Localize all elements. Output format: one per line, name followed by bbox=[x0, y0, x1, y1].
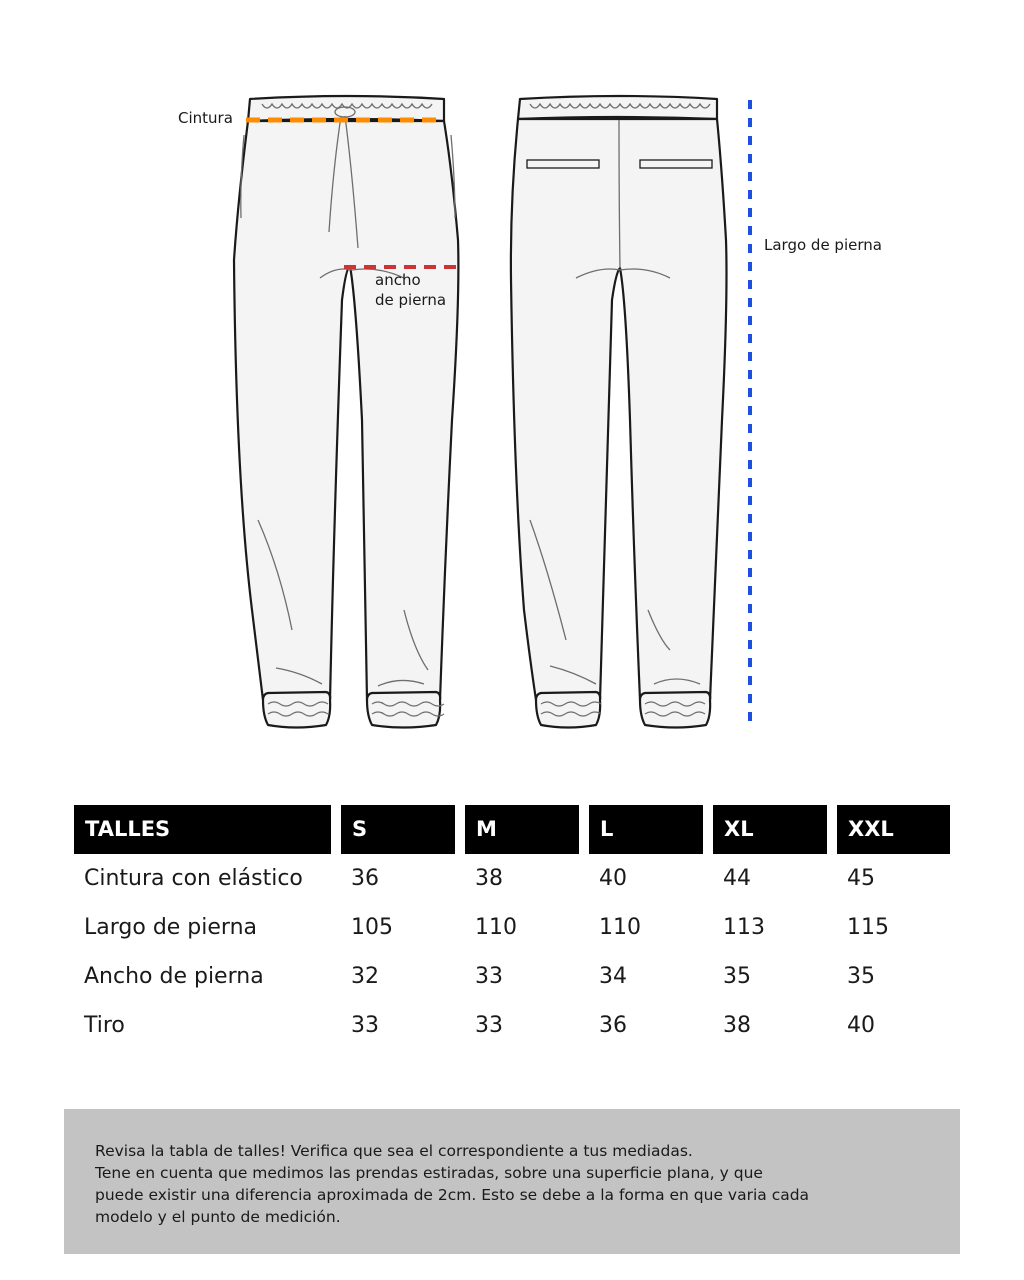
table-cell: 33 bbox=[475, 964, 503, 989]
table-row bbox=[74, 854, 950, 903]
table-cell: 38 bbox=[723, 1013, 751, 1038]
row-label: Ancho de pierna bbox=[84, 964, 264, 989]
header-cell-xxl: XXL bbox=[837, 805, 950, 854]
leg-length-label: Largo de pierna bbox=[764, 236, 882, 254]
table-cell: 110 bbox=[475, 915, 517, 940]
size-table-header bbox=[74, 805, 950, 854]
table-cell: 32 bbox=[351, 964, 379, 989]
table-cell: 34 bbox=[599, 964, 627, 989]
waist-label: Cintura bbox=[178, 109, 233, 127]
leg-width-label-line-2: de pierna bbox=[375, 291, 447, 309]
note-line: modelo y el punto de medición. bbox=[95, 1208, 341, 1226]
table-cell: 33 bbox=[351, 1013, 379, 1038]
table-cell: 33 bbox=[475, 1013, 503, 1038]
table-cell: 45 bbox=[847, 866, 875, 891]
table-row bbox=[74, 952, 950, 1001]
table-cell: 110 bbox=[599, 915, 641, 940]
header-cell-l: L bbox=[589, 805, 703, 854]
note-line: Revisa la tabla de talles! Verifica que sea el correspondiente a tus mediadas. bbox=[95, 1142, 693, 1160]
table-row bbox=[74, 903, 950, 952]
header-cell-talles: TALLES bbox=[74, 805, 331, 854]
row-label: Largo de pierna bbox=[84, 915, 258, 940]
row-label: Tiro bbox=[84, 1013, 125, 1038]
note-line: puede existir una diferencia aproximada de 2cm. Esto se debe a la forma en que varia cada bbox=[95, 1186, 810, 1204]
measurement-note bbox=[64, 1109, 960, 1254]
table-cell: 35 bbox=[847, 964, 875, 989]
header-cell-s: S bbox=[341, 805, 455, 854]
note-line: Tene en cuenta que medimos las prendas estiradas, sobre una superficie plana, y que bbox=[95, 1164, 763, 1182]
table-cell: 40 bbox=[599, 866, 627, 891]
leg-width-label-line-1: ancho bbox=[375, 271, 421, 289]
table-cell: 113 bbox=[723, 915, 765, 940]
leg-width-label bbox=[375, 270, 446, 310]
table-cell: 36 bbox=[599, 1013, 627, 1038]
table-row bbox=[74, 1001, 950, 1050]
header-cell-m: M bbox=[465, 805, 579, 854]
table-cell: 35 bbox=[723, 964, 751, 989]
size-table bbox=[74, 805, 950, 1050]
table-cell: 36 bbox=[351, 866, 379, 891]
table-cell: 105 bbox=[351, 915, 393, 940]
table-cell: 40 bbox=[847, 1013, 875, 1038]
row-label: Cintura con elástico bbox=[84, 866, 303, 891]
table-cell: 115 bbox=[847, 915, 889, 940]
table-cell: 38 bbox=[475, 866, 503, 891]
table-cell: 44 bbox=[723, 866, 751, 891]
header-cell-xl: XL bbox=[713, 805, 827, 854]
front-view-pants bbox=[234, 96, 458, 728]
